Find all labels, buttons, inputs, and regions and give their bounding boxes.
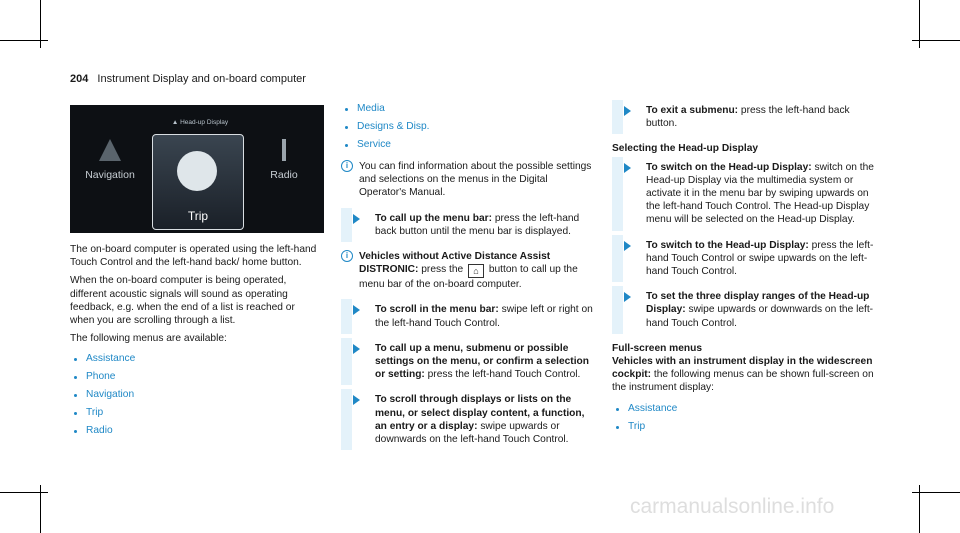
list-item[interactable]: Trip	[70, 404, 320, 422]
radio-antenna-icon	[282, 139, 286, 161]
list-item[interactable]: Navigation	[70, 386, 320, 404]
page-header	[70, 73, 306, 85]
instruction-step: To call up a menu, submenu or possible settings on the menu, or confirm a selection or setting: press the left-hand Touch Control.	[341, 342, 596, 382]
instrument-display-image	[70, 105, 324, 233]
list-item[interactable]: Designs & Disp.	[341, 118, 596, 136]
feedback-paragraph: When the on-board computer is being operated, different acoustic signals will sound as operating feedback, e.g. when the end of a list is reached or when you are scrolling through a list.	[70, 275, 295, 327]
instruction-step: To exit a submenu: press the left-hand back button.	[612, 104, 874, 130]
list-item[interactable]: Trip	[612, 418, 874, 436]
step-arrow-icon	[353, 214, 360, 224]
head-up-display-label: ▲ Head-up Display	[171, 119, 229, 126]
instruction-step: To scroll through displays or lists on the menu, or select display content, a function, an entry or a display: swipe upwards or downwards on the left-hand Touch Control.	[341, 393, 596, 446]
intro-paragraph: The on-board computer is operated using the left-hand Touch Control and the left-hand back/ home button.	[70, 244, 317, 269]
trip-gauge-icon	[177, 151, 217, 191]
home-icon: ⌂	[468, 264, 484, 278]
step-arrow-icon	[624, 106, 631, 116]
radio-tile: Radio	[246, 165, 322, 181]
list-item[interactable]: Assistance	[612, 400, 874, 418]
list-item[interactable]: Media	[341, 100, 596, 118]
list-item[interactable]: Radio	[70, 422, 320, 440]
instruction-step: To call up the menu bar: press the left-hand back button until the menu bar is displayed.	[341, 212, 596, 238]
info-icon: i	[341, 160, 353, 172]
step-arrow-icon	[624, 163, 631, 173]
list-item[interactable]: Assistance	[70, 350, 320, 368]
instruction-step: To switch on the Head-up Display: switch on the Head-up Display via the multimedia system or activate it in the menu bar by swiping upwards on the left-hand Touch Control. The Head-up Display menu will be selected on the Head-up Display.	[612, 161, 874, 227]
crop-mark	[912, 40, 960, 41]
instruction-step: To set the three display ranges of the Head-up Display: swipe upwards or downwards on the left-hand Touch Control.	[612, 290, 874, 330]
section-heading: Full-screen menus	[612, 342, 703, 354]
menus-intro: The following menus are available:	[70, 333, 227, 345]
column-3	[612, 104, 874, 442]
navigation-tile: Navigation	[72, 165, 148, 181]
page-number: 204	[70, 73, 89, 85]
info-note: i You can find information about the possible settings and selections on the menus in the Digital Operator's Manual.	[341, 160, 596, 200]
column-1	[70, 243, 320, 446]
instruction-step: To scroll in the menu bar: swipe left or right on the left-hand Touch Control.	[341, 303, 596, 329]
trip-tile: Trip	[152, 134, 244, 230]
instruction-step: To switch to the Head-up Display: press the left-hand Touch Control or swipe upwards on the left-hand Touch Control.	[612, 239, 874, 279]
step-arrow-icon	[624, 241, 631, 251]
watermark: carmanualsonline.info	[630, 495, 835, 518]
list-item[interactable]: Phone	[70, 368, 320, 386]
menu-list	[70, 350, 320, 440]
section-heading: Selecting the Head-up Display	[612, 143, 759, 155]
navigation-arrow-icon	[99, 139, 121, 161]
crop-mark	[912, 492, 960, 493]
menu-list	[612, 400, 874, 436]
page-title: Instrument Display and on-board computer	[97, 73, 306, 85]
list-item[interactable]: Service	[341, 136, 596, 154]
menu-list	[341, 100, 596, 154]
column-2	[341, 100, 596, 458]
info-icon: i	[341, 250, 353, 262]
step-arrow-icon	[353, 344, 360, 354]
step-arrow-icon	[353, 305, 360, 315]
step-arrow-icon	[353, 395, 360, 405]
info-note: i Vehicles without Active Distance Assist DISTRONIC: press the ⌂ button to call up the menu bar of the on-board computer.	[341, 250, 596, 291]
crop-mark	[0, 40, 48, 41]
crop-mark	[0, 492, 48, 493]
fullscreen-paragraph: Vehicles with an instrument display in the widescreen cockpit: the following menus can be shown full-screen on the instrument display:	[612, 356, 874, 394]
step-arrow-icon	[624, 292, 631, 302]
